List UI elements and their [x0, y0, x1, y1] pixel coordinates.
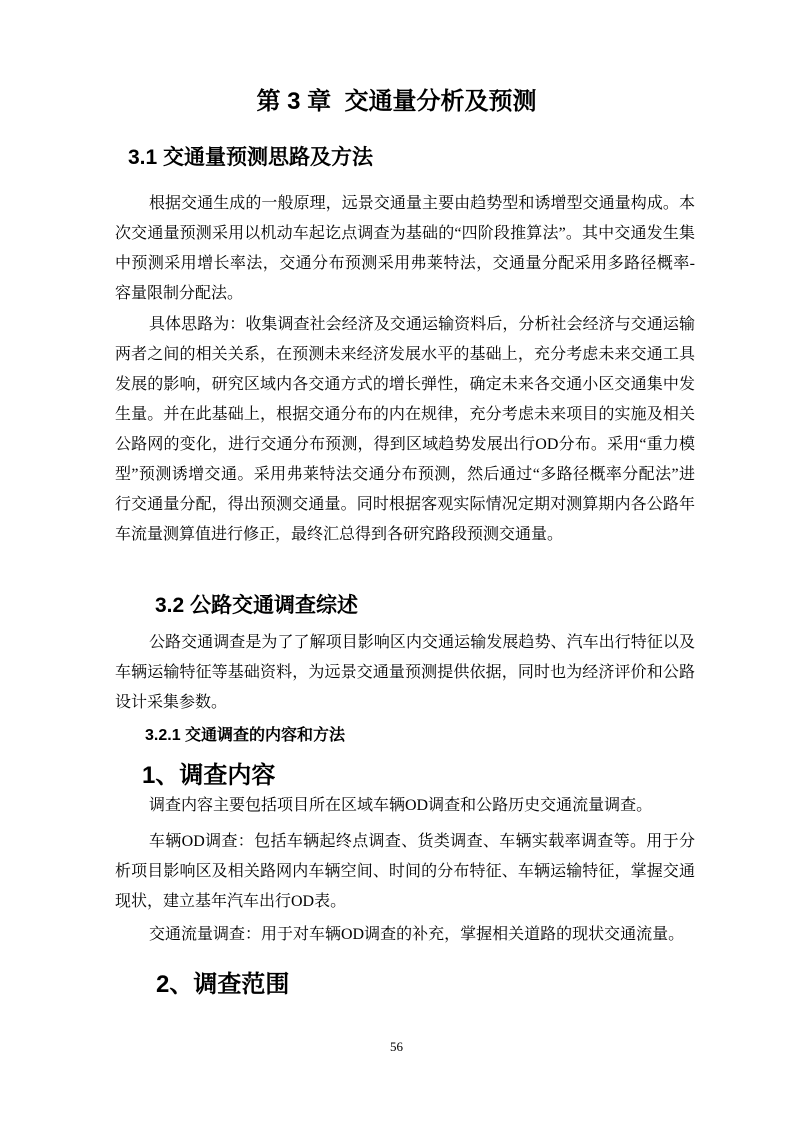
paragraph-survey-content: 调查内容主要包括项目所在区域车辆OD调查和公路历史交通流量调查。 [149, 797, 653, 814]
paragraph-forecast-principle: 根据交通生成的一般原理，远景交通量主要由趋势型和诱增型交通量构成。本次交通量预测采用以机动车起讫点调查为基础的“四阶段推算法”。其中交通发生集中预测采用增长率法，交通分布预测采用弗莱特法，交通量分配采用多路径概率-容量限制分配法。 [115, 195, 695, 302]
section-heading-3-2: 3.2 公路交通调查综述 [155, 594, 359, 617]
item-heading-survey-scope: 2、调查范围 [156, 971, 290, 998]
page-number: 56 [390, 1039, 403, 1054]
paragraph-od-survey: 车辆OD调查：包括车辆起终点调查、货类调查、车辆实载率调查等。用于分析项目影响区及相关路网内车辆空间、时间的分布特征、车辆运输特征，掌握交通现状，建立基年汽车出行OD表。 [115, 833, 695, 910]
item-heading-survey-content: 1、调查内容 [142, 762, 276, 789]
paragraph-survey-overview: 公路交通调查是为了了解项目影响区内交通运输发展趋势、汽车出行特征以及车辆运输特征等基础资料，为远景交通量预测提供依据，同时也为经济评价和公路设计采集参数。 [115, 634, 695, 711]
paragraph-forecast-approach: 具体思路为：收集调查社会经济及交通运输资料后，分析社会经济与交通运输两者之间的相关关系，在预测未来经济发展水平的基础上，充分考虑未来交通工具发展的影响，研究区域内各交通方式的增长弹性，确定未来各交通小区交通集中发生量。并在此基础上，根据交通分布的内在规律，充分考虑未来项目的实施及相关公路网的变化，进行交通分布预测，得到区域趋势发展出行OD分布。采用“重力模型”预测诱增交通。采用弗莱特法交通分布预测，然后通过“多路径概率分配法”进行交通量分配，得出预测交通量。同时根据客观实际情况定期对测算期内各公路年车流量测算值进行修正，最终汇总得到各研究路段预测交通量。 [115, 316, 695, 543]
section-heading-3-1: 3.1 交通量预测思路及方法 [128, 146, 374, 169]
section-heading-3-2-1: 3.2.1 交通调查的内容和方法 [145, 727, 346, 744]
chapter-title: 第 3 章 交通量分析及预测 [256, 88, 537, 115]
paragraph-traffic-flow-survey: 交通流量调查：用于对车辆OD调查的补充，掌握相关道路的现状交通流量。 [149, 926, 685, 943]
